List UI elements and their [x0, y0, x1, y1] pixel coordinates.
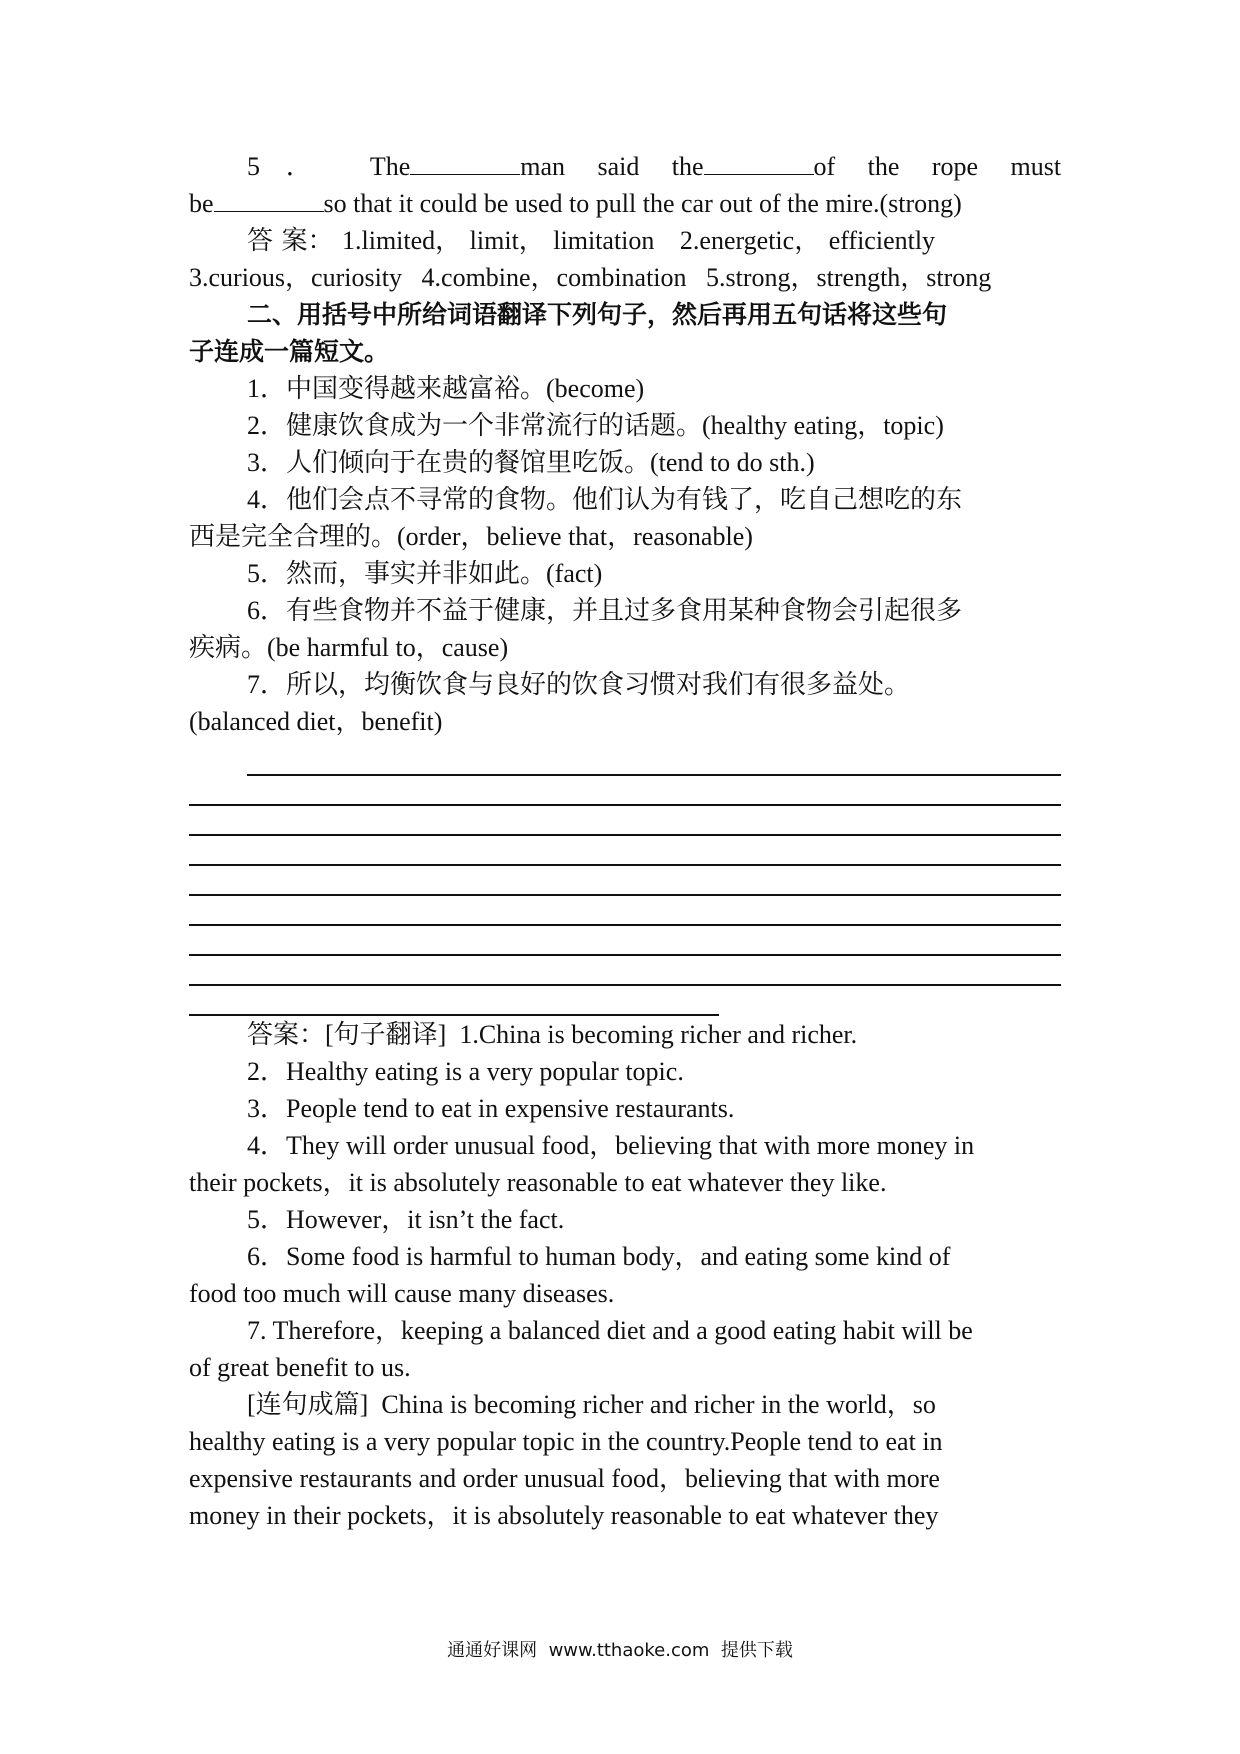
writing-line[interactable] [189, 834, 1061, 836]
word: The [369, 152, 411, 181]
word: the [867, 152, 900, 181]
writing-line[interactable] [189, 894, 1061, 896]
word: of [813, 152, 836, 181]
section-2-title [189, 296, 1061, 333]
fill-blank[interactable] [214, 187, 324, 212]
essay-label: [连句成篇] [247, 1390, 369, 1419]
sentence-text: 6．有些食物并不益于健康，并且过多食用某种食物会引起很多 [247, 596, 963, 625]
writing-line[interactable] [189, 984, 1061, 986]
writing-line[interactable] [189, 1014, 719, 1016]
answer-text: their pockets，it is absolutely reasonable to eat whatever they like. [189, 1168, 887, 1197]
page-footer: 通通好课网 www.tthaoke.com 提供下载 [447, 1640, 793, 1661]
sentence-text: 3．人们倾向于在贵的餐馆里吃饭。(tend to do sth.) [247, 448, 815, 477]
answer-label: 答案：[句子翻译] [247, 1020, 447, 1049]
answer-text: 7. Therefore，keeping a balanced diet and a good eating habit will be [247, 1316, 973, 1345]
answer-text: 5．However，it isn’t the fact. [247, 1205, 565, 1234]
essay-text: expensive restaurants and order unusual food，believing that with more [189, 1464, 940, 1493]
sentence-4 [189, 481, 1061, 518]
document-page [189, 148, 1061, 1534]
sentence-text: (balanced diet，benefit) [189, 707, 443, 736]
answer-text: 2．Healthy eating is a very popular topic. [247, 1057, 684, 1086]
answer-text: 6．Some food is harmful to human body，and eating some kind of [247, 1242, 951, 1271]
answer-2-item [189, 1201, 1061, 1238]
answer-text: 1.China is becoming richer and richer. [459, 1020, 858, 1049]
essay-text: money in their pockets，it is absolutely reasonable to eat whatever they [189, 1501, 939, 1530]
essay-line [189, 1497, 1061, 1534]
sentence-5 [189, 555, 1061, 592]
sentence-text: so that it could be used to pull the car out of the mire.(strong) [323, 189, 962, 218]
question-5-line-2 [189, 185, 1061, 222]
writing-line[interactable] [189, 864, 1061, 866]
sentence-3 [189, 444, 1061, 481]
sentence-text: 疾病。(be harmful to，cause) [189, 633, 509, 662]
answer-2-item-cont [189, 1349, 1061, 1386]
word: man [520, 152, 566, 181]
essay-line-1 [189, 1386, 1061, 1423]
writing-line[interactable] [247, 774, 1061, 776]
sentence-text: 1．中国变得越来越富裕。(become) [247, 374, 645, 403]
section-title-text: 子连成一篇短文。 [189, 337, 390, 366]
sentence-6 [189, 592, 1061, 629]
answer-1-line-1 [189, 222, 1061, 259]
answer-2-item [189, 1053, 1061, 1090]
sentence-4-cont [189, 518, 1061, 555]
answer-text: 4．They will order unusual food，believing that with more money in [247, 1131, 975, 1160]
answer-2-item [189, 1127, 1061, 1164]
answer-text: 3.curious，curiosity 4.combine，combination 5.strong，strength，strong [189, 263, 992, 292]
question-number: 5． [247, 152, 338, 181]
essay-line [189, 1423, 1061, 1460]
sentence-2 [189, 407, 1061, 444]
sentence-text: 4．他们会点不寻常的食物。他们认为有钱了，吃自己想吃的东 [247, 485, 963, 514]
answer-2-line-1 [189, 1016, 1061, 1053]
writing-line[interactable] [189, 804, 1061, 806]
sentence-text: 西是完全合理的。(order，believe that，reasonable) [189, 522, 753, 551]
essay-line [189, 1460, 1061, 1497]
word: said [597, 152, 640, 181]
sentence-1 [189, 370, 1061, 407]
section-2-title-cont [189, 333, 1061, 370]
sentence-7 [189, 666, 1061, 703]
answer-1-line-2 [189, 259, 1061, 296]
answer-2-item [189, 1238, 1061, 1275]
sentence-text: 2．健康饮食成为一个非常流行的话题。(healthy eating，topic) [247, 411, 944, 440]
answer-text: food too much will cause many diseases. [189, 1279, 615, 1308]
essay-text: China is becoming richer and richer in the world，so [381, 1390, 936, 1419]
answer-label: 答 案： [247, 226, 334, 255]
answer-text: 1.limited， limit， limitation 2.energetic， efficiently [342, 226, 936, 255]
writing-area[interactable] [189, 746, 1061, 1016]
fill-blank[interactable] [704, 150, 814, 175]
writing-line[interactable] [189, 954, 1061, 956]
word: rope [931, 152, 979, 181]
sentence-7-cont [189, 703, 1061, 740]
word: must [1010, 152, 1062, 181]
answer-2-item-cont [189, 1164, 1061, 1201]
question-5-line-1 [189, 148, 1061, 185]
answer-text: 3．People tend to eat in expensive restaurants. [247, 1094, 735, 1123]
essay-text: healthy eating is a very popular topic in the country.People tend to eat in [189, 1427, 943, 1456]
word: be [189, 189, 214, 218]
section-title-text: 二、用括号中所给词语翻译下列句子，然后再用五句话将这些句 [247, 300, 948, 329]
fill-blank[interactable] [410, 150, 520, 175]
sentence-6-cont [189, 629, 1061, 666]
word: the [671, 152, 704, 181]
answer-2-item [189, 1090, 1061, 1127]
answer-text: of great benefit to us. [189, 1353, 411, 1382]
answer-2-item-cont [189, 1275, 1061, 1312]
answer-2-item [189, 1312, 1061, 1349]
sentence-text: 7．所以，均衡饮食与良好的饮食习惯对我们有很多益处。 [247, 670, 911, 699]
sentence-text: 5．然而，事实并非如此。(fact) [247, 559, 603, 588]
writing-line[interactable] [189, 924, 1061, 926]
